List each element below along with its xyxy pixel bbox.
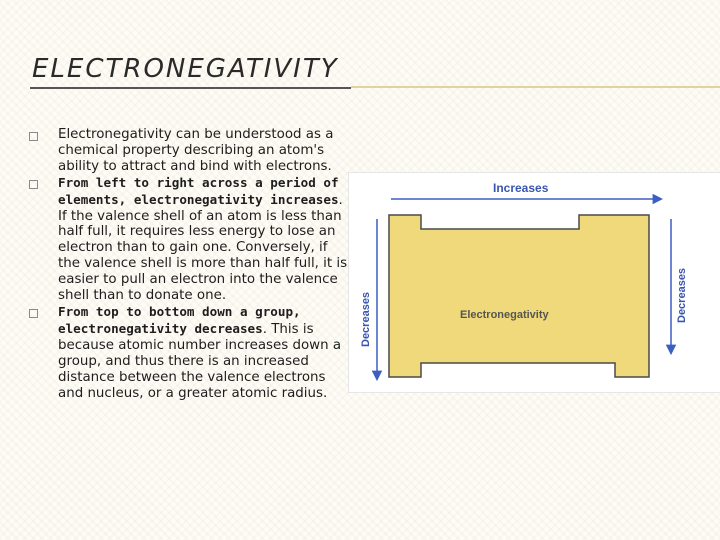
bullet-square-icon [29,180,38,189]
title-underline [30,87,351,89]
bullet-item-group-trend [26,304,348,401]
bullet-square-icon [29,132,38,141]
bullet-text: . This is because atomic number increases down a group, and thus there is an increased distance between the valence electrons and nucleus, or a greater atomic radius. [58,321,342,401]
bullet-text: Electronegativity can be understood as a chemical property describing an atom's ability to attract and bind with electrons. [58,127,334,174]
electronegativity-label: Electronegativity [460,309,549,321]
bullet-emphasis: From left to right across a period of elements, electronegativity increases [58,174,339,207]
title-rule [351,86,720,88]
periodic-table-outline [389,215,649,377]
bullet-list [26,127,348,401]
bullet-item-definition [26,127,348,175]
periodic-trend-svg [349,173,720,392]
slide-title: ELECTRONEGATIVITY [32,54,339,84]
left-decreases-label: Decreases [360,291,372,347]
right-decreases-label: Decreases [676,267,688,323]
bullet-item-period-trend [26,175,348,304]
electronegativity-diagram [348,172,720,393]
increases-label: Increases [493,181,549,195]
bullet-text: . If the valence shell of an atom is less than half full, it requires less energy to lose an electron than to gain one. Conversely, if the valence shell is more than half full, it is easier to pull an electron into the valence shell than to donate one. [58,192,348,304]
bullet-emphasis: From top to bottom down a group, electronegativity decreases [58,303,301,336]
bullet-square-icon [29,309,38,318]
